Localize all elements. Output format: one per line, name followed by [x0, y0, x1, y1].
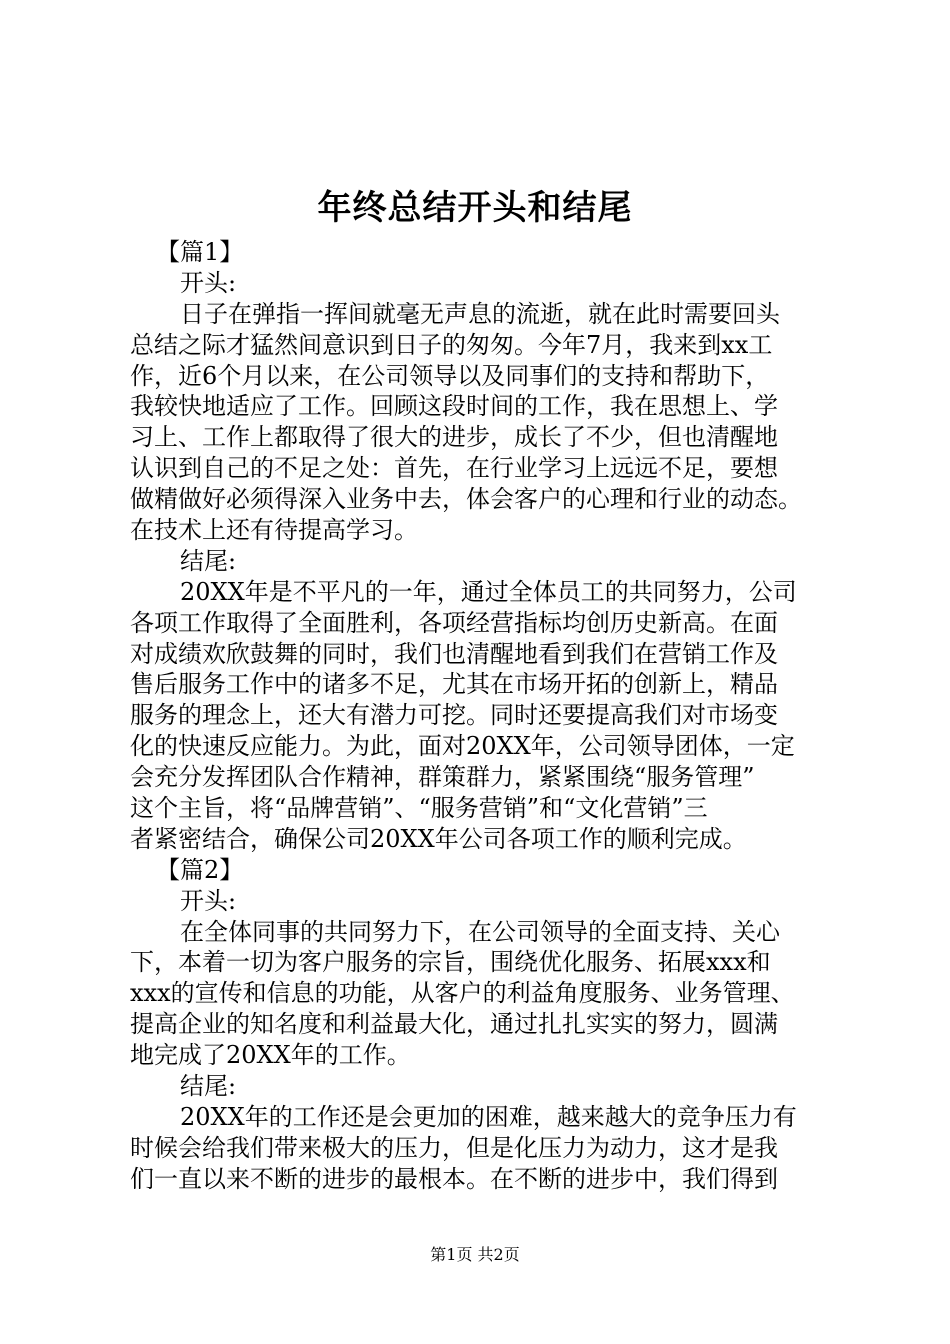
text-line: 者紧密结合，确保公司20XX年公司各项工作的顺利完成。	[130, 824, 747, 853]
text-line: 在全体同事的共同努力下，在公司领导的全面支持、关心	[180, 917, 780, 946]
text-line: 我较快地适应了工作。回顾这段时间的工作，我在思想上、学	[130, 392, 778, 421]
document-title: 年终总结开头和结尾	[317, 188, 633, 228]
text-line: 【篇1】	[156, 238, 244, 266]
text-line: 开头:	[180, 268, 237, 297]
text-line: 【篇2】	[156, 855, 244, 884]
text-line: 提高企业的知名度和利益最大化，通过扎扎实实的努力，圆满	[130, 1010, 778, 1039]
text-line: 作，近6个月以来，在公司领导以及同事们的支持和帮助下，	[130, 361, 770, 390]
text-line: 这个主旨，将“品牌营销”、“服务营销”和“文化营销”三	[130, 794, 708, 823]
text-line: 20XX年是不平凡的一年，通过全体员工的共同努力，公司	[180, 577, 797, 606]
text-line: 下，本着一切为客户服务的宗旨，围绕优化服务、拓展xxx和	[130, 948, 771, 977]
page-footer: 第1页 共2页	[430, 1245, 520, 1264]
text-line: 习上、工作上都取得了很大的进步，成长了不少，但也清醒地	[130, 423, 778, 452]
text-line: xxx的宣传和信息的功能，从客户的利益角度服务、业务管理、	[130, 979, 795, 1008]
text-line: 在技术上还有待提高学习。	[130, 516, 418, 545]
text-line: 结尾:	[180, 1072, 237, 1101]
text-line: 时候会给我们带来极大的压力，但是化压力为动力，这才是我	[130, 1133, 778, 1162]
text-line: 开头:	[180, 886, 237, 915]
text-line: 结尾:	[180, 546, 237, 575]
text-line: 服务的理念上，还大有潜力可挖。同时还要提高我们对市场变	[130, 701, 778, 730]
text-line: 化的快速反应能力。为此，面对20XX年，公司领导团体，一定	[130, 732, 795, 761]
text-line: 各项工作取得了全面胜利，各项经营指标均创历史新高。在面	[130, 608, 778, 637]
text-line: 售后服务工作中的诸多不足，尤其在市场开拓的创新上，精品	[130, 670, 778, 699]
document-body	[130, 237, 840, 1195]
text-line: 20XX年的工作还是会更加的困难，越来越大的竞争压力有	[180, 1102, 797, 1131]
text-line: 做精做好必须得深入业务中去，体会客户的心理和行业的动态。	[130, 485, 802, 514]
text-line: 地完成了20XX年的工作。	[130, 1041, 411, 1070]
text-line: 总结之际才猛然间意识到日子的匆匆。今年7月，我来到xx工	[130, 330, 773, 359]
text-line: 们一直以来不断的进步的最根本。在不断的进步中，我们得到	[130, 1164, 778, 1193]
text-line: 会充分发挥团队合作精神，群策群力，紧紧围绕“服务管理”	[130, 763, 755, 792]
text-line: 认识到自己的不足之处：首先，在行业学习上远远不足，要想	[130, 454, 778, 483]
text-line: 对成绩欢欣鼓舞的同时，我们也清醒地看到我们在营销工作及	[130, 639, 778, 668]
text-line: 日子在弹指一挥间就毫无声息的流逝，就在此时需要回头	[180, 299, 780, 328]
